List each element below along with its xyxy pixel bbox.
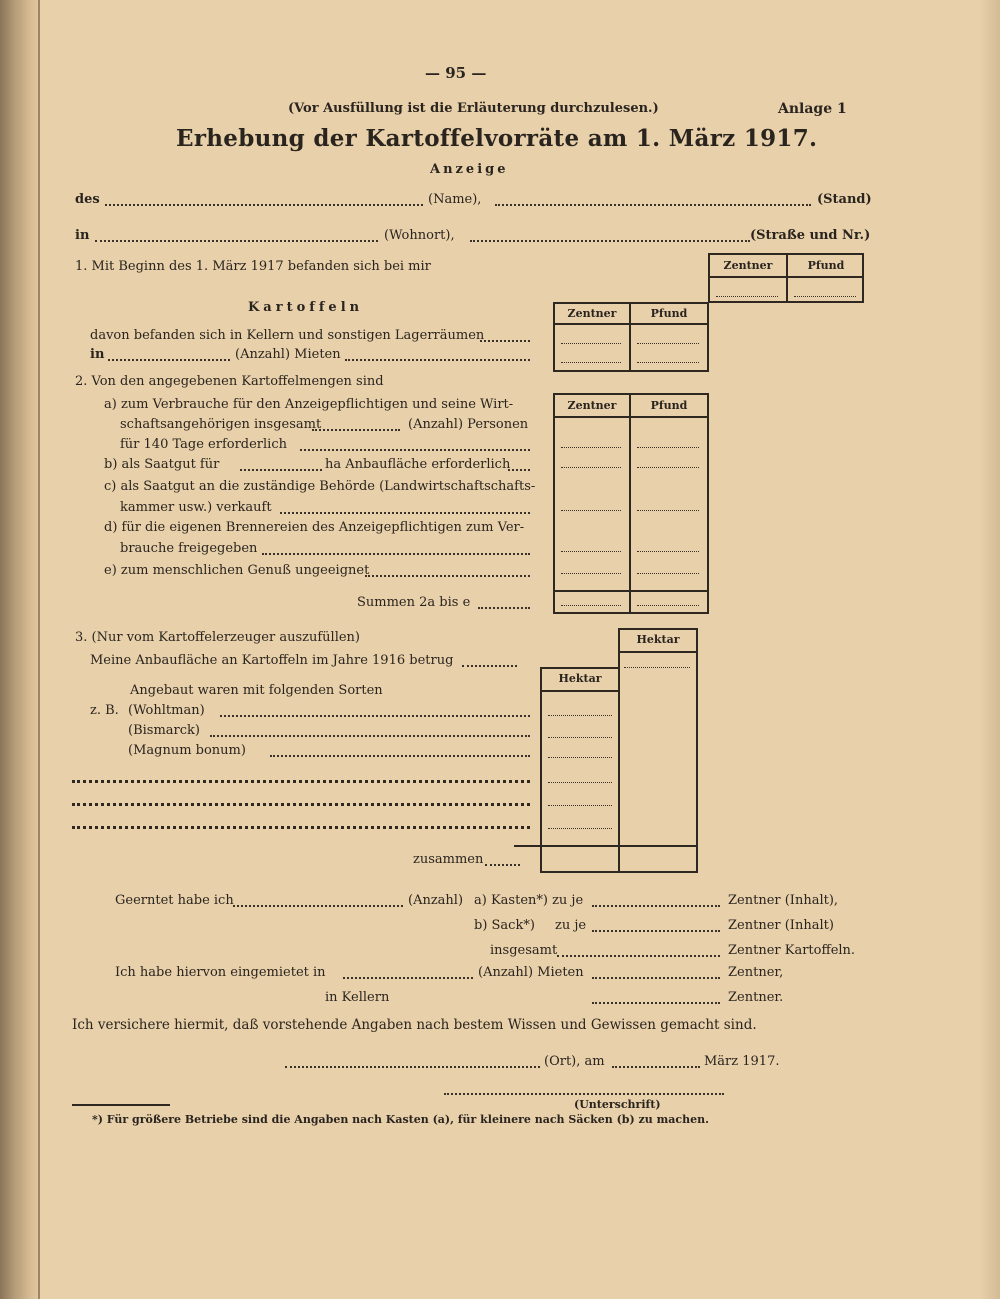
- label-name: (Name),: [428, 192, 482, 207]
- zu-je-label: zu je: [555, 918, 587, 933]
- mieten-pfund-field[interactable]: [637, 362, 699, 363]
- summe-label: Summen 2a bis e: [357, 595, 471, 610]
- gutter-edge: [38, 0, 40, 1299]
- strasse-field[interactable]: [470, 240, 750, 242]
- a-pfund-field[interactable]: [637, 447, 699, 448]
- item-a-line3: für 140 Tage erforderlich: [120, 437, 287, 452]
- kasten-label: a) Kasten*) zu je: [474, 893, 584, 908]
- table-divider: [618, 651, 698, 653]
- insgesamt-label: insgesamt: [490, 943, 558, 958]
- col-zentner: Zentner: [723, 259, 773, 272]
- d-zentner-field[interactable]: [561, 551, 621, 552]
- col-pfund: Pfund: [807, 259, 845, 272]
- leader-dots: [462, 665, 517, 667]
- anlage-label: Anlage 1: [778, 101, 847, 117]
- sack-inhalt-field[interactable]: [592, 930, 720, 932]
- zentner-inhalt-1: Zentner (Inhalt),: [728, 893, 839, 908]
- table-divider: [553, 590, 709, 592]
- table-divider: [553, 416, 709, 418]
- name-field[interactable]: [105, 204, 423, 206]
- wohltman-hektar-field[interactable]: [548, 715, 612, 716]
- leader-dots: [270, 755, 530, 757]
- kellern-zentner-field[interactable]: [561, 343, 621, 344]
- leader-dots: [365, 575, 530, 577]
- section2-intro: 2. Von den angegebenen Kartoffelmengen sind: [75, 374, 384, 389]
- label-in-mieten: in: [90, 347, 105, 362]
- col-pfund: Pfund: [650, 307, 688, 320]
- zentner-label-1: Zentner,: [728, 965, 784, 980]
- item-d-line1: d) für die eigenen Brennereien des Anzeigepflichtigen zum Ver-: [104, 520, 525, 535]
- wohnort-field[interactable]: [95, 240, 378, 242]
- kartoffeln-heading: Kartoffeln: [248, 300, 364, 315]
- e-zentner-field[interactable]: [561, 573, 621, 574]
- sorte-extra-field-1[interactable]: [72, 780, 530, 783]
- leader-dots: [300, 449, 530, 451]
- item-d-line2: brauche freigegeben: [120, 541, 258, 556]
- leader-dots: [478, 607, 530, 609]
- anbau-ha-field[interactable]: [240, 469, 322, 471]
- col-hektar: Hektar: [558, 672, 602, 685]
- ort-label: (Ort), am: [544, 1054, 605, 1069]
- anbauflaeche-line: Meine Anbaufläche an Kartoffeln im Jahre 1916 betrug: [90, 653, 454, 668]
- table-divider: [540, 690, 620, 692]
- bismarck-hektar-field[interactable]: [548, 737, 612, 738]
- item-c-line2: kammer usw.) verkauft: [120, 500, 272, 515]
- sum-zentner-field[interactable]: [561, 605, 621, 606]
- b-zentner-field[interactable]: [561, 467, 621, 468]
- item-a-line2-pre: schaftsangehörigen insgesamt: [120, 417, 322, 432]
- extra1-hektar-field[interactable]: [548, 782, 612, 783]
- unterschrift-label: (Unterschrift): [574, 1098, 661, 1111]
- b-pfund-field[interactable]: [637, 467, 699, 468]
- label-zb: z. B.: [90, 703, 119, 718]
- section1-text: 1. Mit Beginn des 1. März 1917 befanden sich bei mir: [75, 259, 431, 274]
- leader-dots: [480, 340, 530, 342]
- zentner-inhalt-2: Zentner (Inhalt): [728, 918, 834, 933]
- leader-dots: [345, 359, 530, 361]
- item-b-post: ha Anbaufläche erforderlich: [325, 457, 511, 472]
- c-zentner-field[interactable]: [561, 510, 621, 511]
- kasten-inhalt-field[interactable]: [592, 905, 720, 907]
- item-a-line1: a) zum Verbrauche für den Anzeigepflichtigen und seine Wirt-: [104, 397, 514, 412]
- col-zentner: Zentner: [567, 399, 617, 412]
- extra3-hektar-field[interactable]: [548, 828, 612, 829]
- instruction-note: (Vor Ausfüllung ist die Erläuterung durchzulesen.): [288, 101, 659, 116]
- zusammen-label: zusammen: [413, 852, 484, 867]
- leader-dots: [508, 469, 530, 471]
- anbau-total-hektar-field[interactable]: [624, 667, 690, 668]
- eingemietet-label: Ich habe hiervon eingemietet in: [115, 965, 326, 980]
- kellern-pfund-field[interactable]: [637, 343, 699, 344]
- form-title: Erhebung der Kartoffelvorräte am 1. März 1917.: [176, 125, 818, 152]
- mieten-zentner-field[interactable]: [561, 362, 621, 363]
- form-subtitle: Anzeige: [430, 162, 509, 177]
- sack-label: b) Sack*): [474, 918, 535, 933]
- sorte-wohltman: (Wohltman): [128, 703, 205, 718]
- stand-field[interactable]: [495, 204, 811, 206]
- col-zentner: Zentner: [567, 307, 617, 320]
- total-zentner-field[interactable]: [716, 296, 778, 297]
- footnote-rule: [72, 1104, 170, 1106]
- mieten-count-field[interactable]: [108, 359, 230, 361]
- zentner-kartoffeln: Zentner Kartoffeln.: [728, 943, 856, 958]
- geerntet-label: Geerntet habe ich: [115, 893, 234, 908]
- insgesamt-field[interactable]: [557, 955, 720, 957]
- label-strasse: (Straße und Nr.): [750, 228, 871, 243]
- zentner-label-2: Zentner.: [728, 990, 784, 1005]
- anzahl-mieten-label: (Anzahl) Mieten: [478, 965, 584, 980]
- table-anbau-total: [618, 628, 698, 873]
- in-kellern-label: in Kellern: [325, 990, 390, 1005]
- geerntet-count-field[interactable]: [233, 905, 403, 907]
- item-b-pre: b) als Saatgut für: [104, 457, 220, 472]
- sorte-extra-field-2[interactable]: [72, 803, 530, 806]
- unterschrift-field[interactable]: [444, 1093, 724, 1095]
- sorten-heading: Angebaut waren mit folgenden Sorten: [130, 683, 383, 698]
- magnum-bonum-hektar-field[interactable]: [548, 757, 612, 758]
- ort-field[interactable]: [285, 1066, 540, 1068]
- declaration-text: Ich versichere hiermit, daß vorstehende Angaben nach bestem Wissen und Gewissen gemacht sind.: [72, 1017, 757, 1033]
- kellern-zentner-total-field[interactable]: [592, 1002, 720, 1004]
- book-gutter: [0, 0, 40, 1299]
- item-a-line2-post: (Anzahl) Personen: [408, 417, 529, 432]
- sorte-extra-field-3[interactable]: [72, 826, 530, 829]
- extra2-hektar-field[interactable]: [548, 805, 612, 806]
- table-divider: [629, 393, 631, 614]
- section3-intro: 3. (Nur vom Kartoffelerzeuger auszufüllen): [75, 630, 360, 645]
- table-usage: [553, 393, 709, 614]
- label-stand: (Stand): [817, 192, 872, 207]
- label-mieten: (Anzahl) Mieten: [235, 347, 341, 362]
- footnote-text: *) Für größere Betriebe sind die Angaben nach Kasten (a), für kleinere nach Säcken (b) zu machen.: [92, 1113, 709, 1126]
- date-field[interactable]: [612, 1066, 700, 1068]
- sorte-magnum-bonum: (Magnum bonum): [128, 743, 246, 758]
- label-wohnort: (Wohnort),: [384, 228, 455, 243]
- item-c-line1: c) als Saatgut an die zuständige Behörde (Landwirtschaftschafts-: [104, 479, 536, 494]
- col-pfund: Pfund: [650, 399, 688, 412]
- leader-dots: [485, 864, 520, 866]
- page-number: — 95 —: [425, 64, 487, 82]
- leader-dots: [210, 735, 530, 737]
- leader-dots: [262, 553, 530, 555]
- kellern-line: davon befanden sich in Kellern und sonstigen Lagerräumen: [90, 328, 485, 343]
- personen-count-field[interactable]: [312, 429, 400, 431]
- maerz-label: März 1917.: [704, 1054, 780, 1069]
- label-in: in: [75, 228, 90, 243]
- mieten-zentner-field[interactable]: [592, 977, 720, 979]
- item-e: e) zum menschlichen Genuß ungeeignet: [104, 563, 370, 578]
- table-divider: [514, 845, 698, 847]
- sorte-bismarck: (Bismarck): [128, 723, 200, 738]
- c-pfund-field[interactable]: [637, 510, 699, 511]
- table-sorten: [540, 667, 620, 873]
- leader-dots: [220, 715, 530, 717]
- label-des: des: [75, 192, 100, 207]
- d-pfund-field[interactable]: [637, 551, 699, 552]
- col-hektar: Hektar: [636, 633, 680, 646]
- eingemietet-count-field[interactable]: [343, 977, 473, 979]
- e-pfund-field[interactable]: [637, 573, 699, 574]
- a-zentner-field[interactable]: [561, 447, 621, 448]
- anzahl-label: (Anzahl): [408, 893, 464, 908]
- total-pfund-field[interactable]: [794, 296, 856, 297]
- page-edge-shade: [980, 0, 1000, 1299]
- leader-dots: [280, 512, 530, 514]
- table-divider: [553, 323, 709, 325]
- sum-pfund-field[interactable]: [637, 605, 699, 606]
